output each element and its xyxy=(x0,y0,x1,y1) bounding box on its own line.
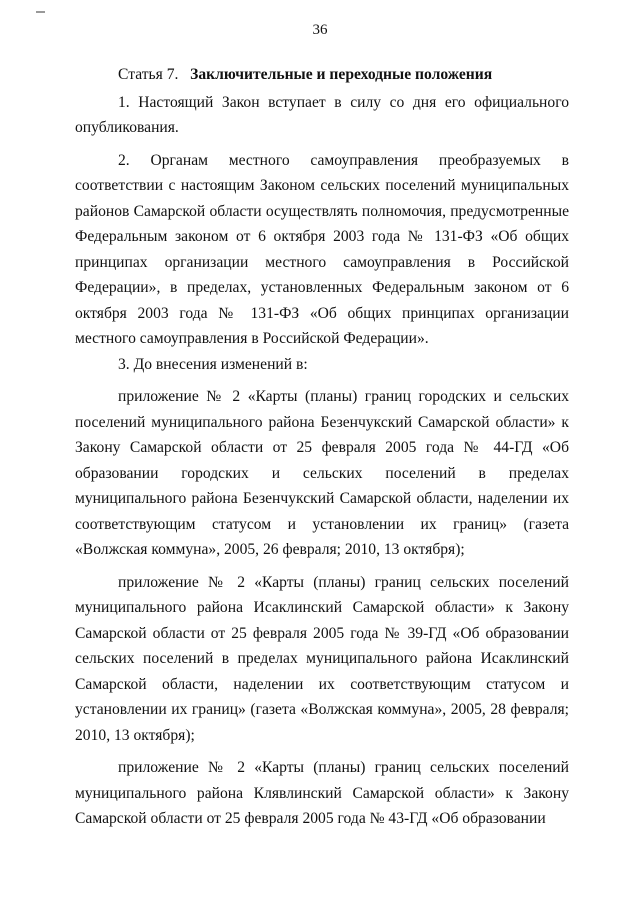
article-number: Статья 7. xyxy=(118,66,179,83)
article-heading xyxy=(75,62,569,88)
paragraph-2: 2. Органам местного самоуправления преобразуемых в соответствии с настоящим Законом сельских поселений муниципальных районов Самарской области осуществлять полномочия, предусмотренные Федеральным законом от 6 октября 2003 года № 131-ФЗ «Об общих принципах организации местного самоуправления в Российской Федерации», в пределах, установленных Федеральным законом от 6 октября 2003 года № 131-ФЗ «Об общих принципах организации местного самоуправления в Российской Федерации». xyxy=(75,151,569,347)
paragraph-appendix-isakly: приложение № 2 «Карты (планы) границ сельских поселений муниципального района Исаклинский Самарской области» к Закону Самарской области от 25 февраля 2005 года № 39-ГД «Об образовании сельских поселений в пределах муниципального района Исаклинский Самарской области, наделении их соответствующим статусом и установлении их границ» (газета «Волжская коммуна», 2005, 28 февраля; 2010, 13 октября); xyxy=(75,573,569,744)
paragraph-3: 3. До внесения изменений в: xyxy=(118,355,308,373)
paragraph-appendix-klyavlino: приложение № 2 «Карты (планы) границ сельских поселений муниципального района Клявлинский Самарской области» к Закону Самарской области от 25 февраля 2005 года № 43-ГД «Об образовании xyxy=(75,759,569,827)
document-body xyxy=(75,62,569,832)
article-title: Заключительные и переходные положения xyxy=(190,66,493,83)
scan-mark xyxy=(36,11,45,13)
paragraph-appendix-bezenchuk: приложение № 2 «Карты (планы) границ городских и сельских поселений муниципального района Безенчукский Самарской области» к Закону Самарской области от 25 февраля 2005 года № 44-ГД «Об образовании городских и сельских поселений в пределах муниципального района Безенчукский Самарской области, наделении их соответствующим статусом и установлении их границ» (газета «Волжская коммуна», 2005, 26 февраля; 2010, 13 октября); xyxy=(75,388,569,558)
paragraph-1: 1. Настоящий Закон вступает в силу со дня его официального опубликования. xyxy=(75,93,569,136)
page-number: 36 xyxy=(312,22,328,38)
